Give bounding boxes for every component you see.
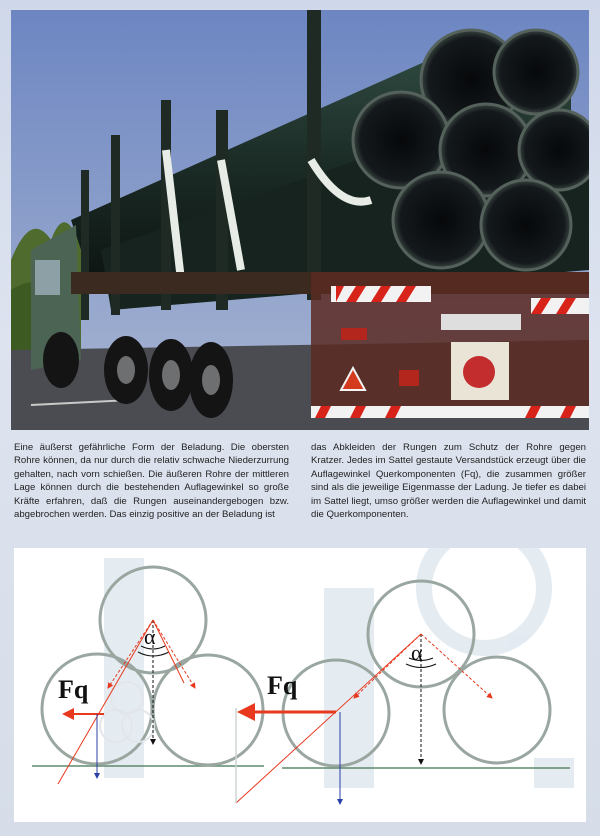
body-text-right: das Abkleiden der Rungen zum Schutz der Rohre gegen Kratzer. Jedes im Sattel gestaute Versandstück erzeugt über die Auflagewinkel Querkomponenten (Fq), die zusammen größer sind als die jeweilige Eigenmasse der Ladung. Je tiefer es dabei im Sattel liegt, umso größer werden die Auflagewinkel und damit die Querkomponenten.	[311, 442, 586, 521]
left-angle-label: α	[144, 624, 156, 649]
right-angle-label: α	[411, 640, 423, 665]
left-arrangement	[32, 567, 264, 784]
pipe-bottom-right-2	[444, 657, 550, 763]
left-force-label: Fq	[58, 675, 89, 704]
body-text-left: Eine äußerst gefährliche Form der Beladung. Die obersten Rohre können, da nur durch die relativ schwache Niederzurrung gehalten, nach vorn schießen. Die äußeren Rohre der mittleren Lage können durch die bestehenden Auflagewinkel so große Kräfte erfahren, daß die Rungen auseinandergebogen bzw. abgebrochen werden. Das einzig positive an der Beladung ist	[14, 442, 289, 521]
right-force-label: Fq	[267, 671, 298, 700]
right-arrangement	[236, 581, 570, 804]
truck-photo	[11, 10, 589, 430]
force-diagram	[14, 548, 586, 822]
pipe-bottom-left-2	[153, 655, 263, 765]
